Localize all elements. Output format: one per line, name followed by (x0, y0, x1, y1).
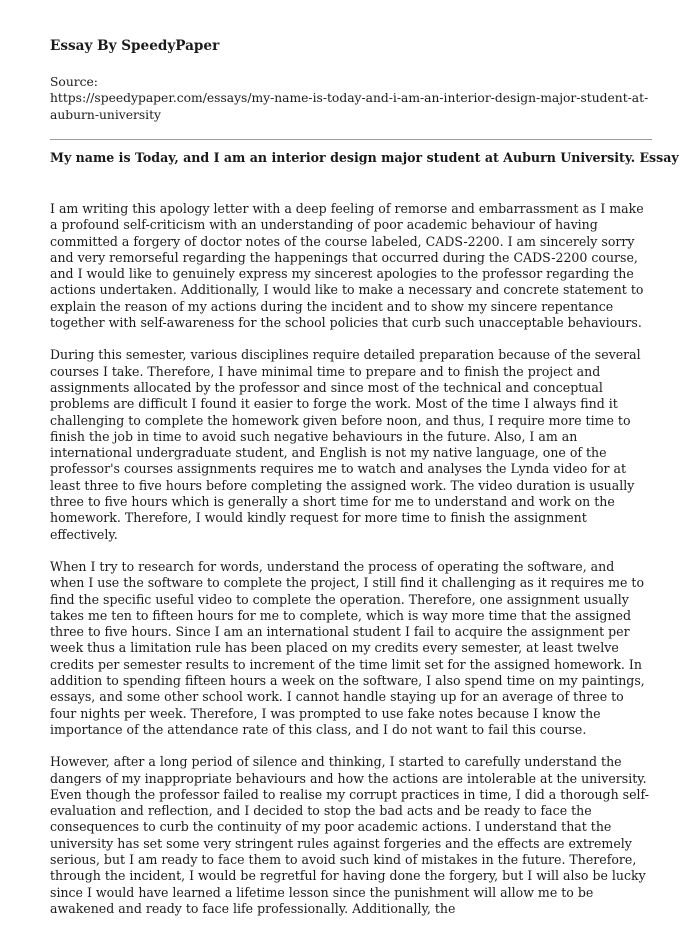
document-header (50, 38, 652, 123)
source-label: Source: (50, 75, 98, 89)
essay-paragraph-3: When I try to research for words, understand the process of operating the software, and when I use the software to complete the project, I still find it challenging as it requires me to find the specific useful video to complete the operation. Therefore, one assignment usually takes me ten to fifteen hours for me to complete, which is way more time that the assigned three to five hours. Since I am an international student I fail to acquire the assignment per week thus a limitation rule has been placed on my credits every semester, at least twelve credits per semester results to increment of the time limit set for the assigned homework. In addition to spending fifteen hours a week on the software, I also spend time on my paintings, essays, and some other school work. I cannot handle staying up for an average of three to four nights per week. Therefore, I was prompted to use fake notes because I know the importance of the attendance rate of this class, and I do not want to fail this course. (50, 558, 645, 737)
essay-paragraph-4: However, after a long period of silence and thinking, I started to carefully understand the dangers of my inappropriate behaviours and how the actions are intolerable at the university. Even though the professor failed to realise my corrupt practices in time, I did a thorough self-evaluation and reflection, and I decided to stop the bad acts and be ready to face the consequences to curb the continuity of my poor academic actions. I understand that the university has set some very stringent rules against forgeries and the effects are extremely serious, but I am ready to face them to avoid such kind of mistakes in the future. Therefore, through the incident, I would be regretful for having done the forgery, but I will also be lucky since I would have learned a lifetime lesson since the punishment will allow me to be awakened and ready to face life professionally. Additionally, the (50, 754, 649, 916)
source-url: https://speedypaper.com/essays/my-name-is-today-and-i-am-an-interior-design-major-student-at-auburn-university (50, 91, 649, 122)
essay-paragraph-1: I am writing this apology letter with a deep feeling of remorse and embarrassment as I make a profound self-criticism with an understanding of poor academic behaviour of having committed a forgery of doctor notes of the course labeled, CADS-2200. I am sincerely sorry and very remorseful regarding the happenings that occurred during the CADS-2200 course, and I would like to genuinely express my sincerest apologies to the professor regarding the actions undertaken. Additionally, I would like to make a necessary and concrete statement to explain the reason of my actions during the incident and to show my sincere repentance together with self-awareness for the school policies that curb such unacceptable behaviours. (50, 201, 644, 331)
essay-title: My name is Today, and I am an interior design major student at Auburn University. Essay (50, 150, 679, 165)
essay-body (50, 201, 652, 933)
header-divider (50, 139, 652, 140)
brand-title: Essay By SpeedyPaper (50, 38, 220, 54)
essay-paragraph-2: During this semester, various disciplines require detailed preparation because of the several courses I take. Therefore, I have minimal time to prepare and to finish the project and assignments allocated by the professor and since most of the technical and conceptual problems are difficult I found it easier to forge the work. Most of the time I always find it challenging to complete the homework given before noon, and thus, I require more time to finish the job in time to avoid such negative behaviours in the future. Also, I am an international undergraduate student, and English is not my native language, one of the professor's courses assignments requires me to watch and analyses the Lynda video for at least three to five hours before completing the assigned work. The video duration is usually three to five hours which is generally a short time for me to understand and work on the homework. Therefore, I would kindly request for more time to finish the assignment effectively. (50, 347, 641, 542)
source-block (50, 74, 652, 123)
